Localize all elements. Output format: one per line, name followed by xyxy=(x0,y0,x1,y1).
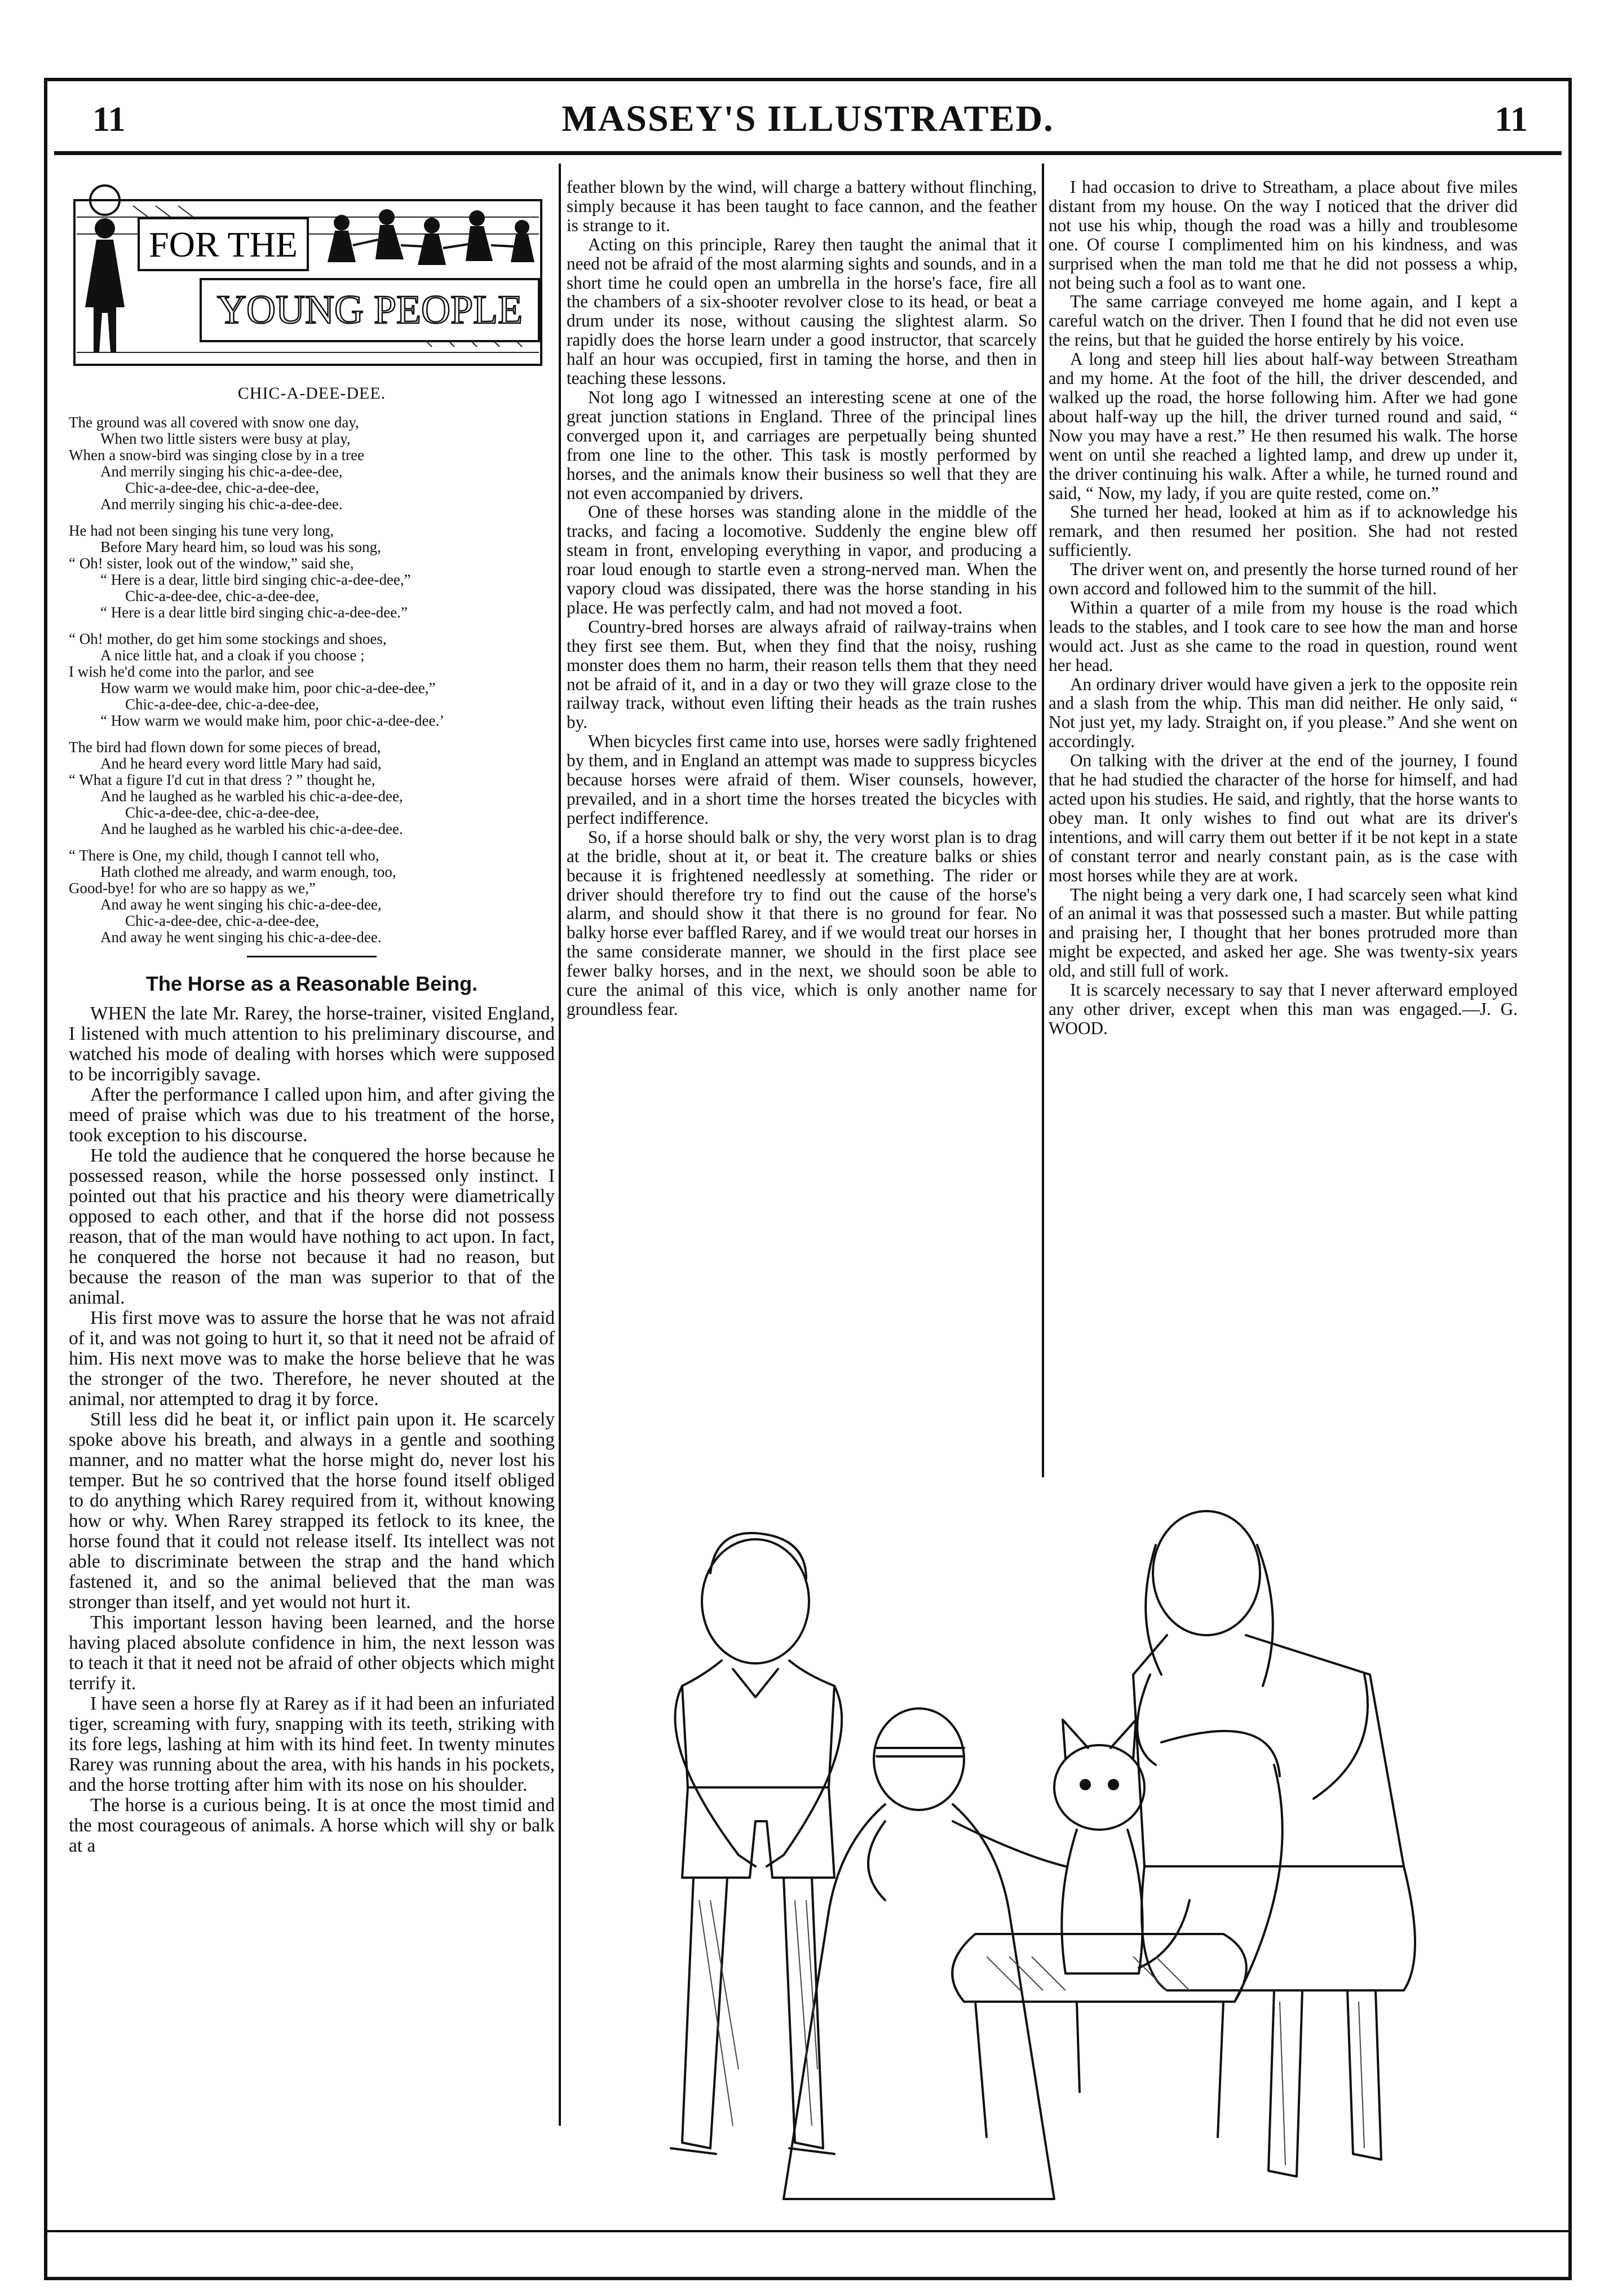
poem-line: Good-bye! for who are so happy as we,” xyxy=(69,879,316,897)
poem-stanza xyxy=(69,847,555,946)
paragraph: His first move was to assure the horse that he was not afraid of it, and was not going to hurt it, so that it need not be afraid of him. His next move was to make the horse believe that he was the stronger of the two. Therefore, he never shouted at the animal, nor attempted to drag it by force. xyxy=(69,1307,555,1410)
poem-stanza xyxy=(69,414,555,513)
poem-stanza xyxy=(69,739,555,837)
poem-line: How warm we would make him, poor chic-a-dee-dee,” xyxy=(100,679,436,696)
poem-line: Chic-a-dee-dee, chic-a-dee-dee, xyxy=(125,803,319,821)
article-body-col1 xyxy=(69,1004,555,1856)
poem-stanza xyxy=(69,523,555,621)
column-rule-1 xyxy=(559,164,561,2126)
poem-line: “ There is One, my child, though I cannot tell who, xyxy=(69,846,379,864)
standing-girl-figure-icon xyxy=(1133,1511,1415,2176)
header-rule xyxy=(54,151,1562,155)
paragraph: This important lesson having been learned, and the horse having placed absolute confidence in him, the next lesson was to teach it that it need not be afraid of other objects which might terrify it. xyxy=(69,1611,555,1694)
poem-line: “ Here is a dear little bird singing chic-a-dee-dee.” xyxy=(100,603,408,621)
paragraph: WHEN the late Mr. Rarey, the horse-trainer, visited England, I listened with much attention to his preliminary discourse, and watched his mode of dealing with horses which were supposed to be incorrigibly savage. xyxy=(69,1003,555,1085)
paragraph: Still less did he beat it, or inflict pain upon it. He scarcely spoke above his breath, and always in a gentle and soothing manner, and no matter what the horse might do, never lost his temper. But he so contrived that the horse found itself obliged to do anything which Rarey required from it, without knowing how or why. When Rarey strapped its fetlock to its knee, the horse found that it could not release itself. Its intellect was not able to discriminate between the strap and the hand which fastened it, and so the animal believed that the man was stronger than itself, and yet would not hurt it. xyxy=(69,1408,555,1613)
poem-line: I wish he'd come into the parlor, and see xyxy=(69,663,314,680)
paragraph: Acting on this principle, Rarey then taught the animal that it need not be afraid of the most alarming sights and sounds, and in a short time he could open an umbrella in the horse's face, fire all the chambers of a six-shooter revolver close to its head, or beat a drum under its nose, without causing the slightest alarm. So rapidly does the horse learn under a good instructor, that scarcely half an hour was occupied, first in taming the horse, and then in teaching these lessons. xyxy=(567,234,1037,388)
banner-line1: FOR THE xyxy=(149,224,298,264)
poem-title: CHIC-A-DEE-DEE. xyxy=(237,384,386,403)
poem-line: “ Oh! sister, look out of the window,” said she, xyxy=(69,554,354,572)
child-figure-icon xyxy=(85,186,125,352)
paragraph: An ordinary driver would have given a jerk to the opposite rein and a slash from the whip. This man did neither. He only said, “ Not just yet, my lady. Straight on, if you please.” And she went on accordingly. xyxy=(1049,674,1518,752)
poem-line: Chic-a-dee-dee, chic-a-dee-dee, xyxy=(125,479,319,496)
paragraph: I have seen a horse fly at Rarey as if it had been an infuriated tiger, screaming with fury, snapping with its teeth, striking with its fore legs, lashing at him with its hind feet. In twenty minutes Rarey was running about the area, with his hands in his pockets, and the horse trotting after him with its nose on his shoulder. xyxy=(69,1693,555,1795)
paragraph: She turned her head, looked at him as if to acknowledge his remark, and then resumed her position. She had not rested sufficiently. xyxy=(1049,502,1518,560)
column-rule-2 xyxy=(1042,164,1044,1477)
poem-line: When a snow-bird was singing close by in a tree xyxy=(69,446,365,463)
page-number-left: 11 xyxy=(92,100,126,139)
poem-line: “ Here is a dear, little bird singing chic-a-dee-dee,” xyxy=(100,571,411,588)
kitten-icon xyxy=(1054,1720,1190,1973)
paragraph: Not long ago I witnessed an interesting scene at one of the great junction stations in England. Three of the principal lines converged upon it, and carriages are perpetually being shunted from one line to the other. This task is mostly performed by horses, and the animals know their business so well that they are not even accompanied by drivers. xyxy=(567,387,1037,503)
poem-line: Chic-a-dee-dee, chic-a-dee-dee, xyxy=(125,912,319,929)
paragraph: One of these horses was standing alone in the middle of the tracks, and facing a locomotive. Suddenly the engine blew off steam in front, enveloping everything in vapor, and producing a roar loud enough to startle even a strong-nerved man. When the vapory cloud was dissipated, there was the horse standing in his place. He was perfectly calm, and had not moved a foot. xyxy=(567,502,1037,617)
poem-line: And he heard every word little Mary had said, xyxy=(100,754,382,772)
paragraph: The night being a very dark one, I had scarcely seen what kind of an animal it was that possessed such a master. But while patting and praising her, I thought that her bones protruded more than might be expected, and asked her age. She was twenty-six years old, and still full of work. xyxy=(1049,884,1518,981)
paragraph: It is scarcely necessary to say that I never afterward employed any other driver, except when this man was engaged.—J. G. WOOD. xyxy=(1049,980,1518,1038)
poem-stanza xyxy=(69,631,555,729)
section-rule xyxy=(247,956,377,957)
paragraph: So, if a horse should balk or shy, the very worst plan is to drag at the bridle, shout at it, or beat it. The creature balks or shies because it is frightened needlessly at something. The rider or driver should therefore try to find out the cause of the horse's alarm, and should show it that there is no ground for fear. No balky horse ever baffled Rarey, and if we would treat our horses in the same considerate manner, we should in the first place see fewer balky horses, and in the next, we should soon be able to cure the animal of this vice, which is only another name for groundless fear. xyxy=(567,827,1037,1019)
children-with-kitten-illustration xyxy=(569,1505,1522,2213)
poem-line: Hath clothed me already, and warm enough, too, xyxy=(100,863,396,880)
poem-body xyxy=(69,414,555,946)
poem-line: A nice little hat, and a cloak if you choose ; xyxy=(100,646,365,664)
paragraph: The driver went on, and presently the horse turned round of her own accord and followed him to the summit of the hill. xyxy=(1049,559,1518,599)
poem-line: “ How warm we would make him, poor chic-a-dee-dee.’ xyxy=(100,712,445,729)
paragraph: A long and steep hill lies about half-way between Streatham and my home. At the foot of the hill, the driver descended, and walked up the road, the horse following him. After we had gone about half-way up the hill, the driver turned round and said, “ Now you may have a rest.” He then resumed his walk. The horse went on until she reached a lighted lamp, and drew up under it, the driver continuing his walk. After a while, he turned round and said, “ Now, my lady, if you are quite rested, come on.” xyxy=(1049,349,1518,503)
banner-line2: YOUNG PEOPLE xyxy=(216,287,523,332)
paragraph: After the performance I called upon him, and after giving the meed of praise which was due to his treatment of the horse, took exception to his discourse. xyxy=(69,1084,555,1146)
poem-line: He had not been singing his tune very long, xyxy=(69,522,334,539)
poem-line: And away he went singing his chic-a-dee-dee, xyxy=(100,895,382,913)
masthead xyxy=(47,87,1568,155)
poem-line: Chic-a-dee-dee, chic-a-dee-dee, xyxy=(125,695,319,713)
column-3 xyxy=(1049,178,1518,1038)
article-title: The Horse as a Reasonable Being. xyxy=(145,972,478,995)
illustration-shading xyxy=(699,1900,1364,2165)
page-number-right: 11 xyxy=(1495,100,1528,139)
paragraph: Within a quarter of a mile from my house is the road which leads to the stables, and I took care to see how the man and horse would act. Just as she came to the road in question, round went her head. xyxy=(1049,597,1518,675)
paragraph: Country-bred horses are always afraid of railway-trains when they first see them. But, when they find that the noisy, rushing monster does them no harm, their reason tells them that they need not be afraid of it, and in a day or two they will graze close to the railway track, without even lifting their heads as the train rushes by. xyxy=(567,616,1037,732)
paragraph: The horse is a curious being. It is at once the most timid and the most courageous of animals. A horse which will shy or balk at a xyxy=(69,1794,555,1856)
publication-title: MASSEY'S ILLUSTRATED. xyxy=(562,98,1054,139)
paragraph: feather blown by the wind, will charge a battery without flinching, simply because it has been taught to face cannon, and the feather is strange to it. xyxy=(567,177,1037,235)
poem-line: And away he went singing his chic-a-dee-dee. xyxy=(100,928,382,946)
poem-line: Before Mary heard him, so loud was his song, xyxy=(100,538,381,555)
young-people-banner xyxy=(71,183,545,369)
paragraph: When bicycles first came into use, horses were sadly frightened by them, and in England an attempt was made to suppress bicycles because horses were afraid of them. Wiser counsels, however, prevailed, and in a short time the horses treated the bicycles with perfect indifference. xyxy=(567,731,1037,828)
poem-line: Chic-a-dee-dee, chic-a-dee-dee, xyxy=(125,587,319,604)
poem-line: When two little sisters were busy at play, xyxy=(100,430,351,447)
poem-line: “ Oh! mother, do get him some stockings and shoes, xyxy=(69,630,387,647)
column-2 xyxy=(567,178,1037,1019)
footer-rule xyxy=(47,2230,1568,2232)
poem-line: And he laughed as he warbled his chic-a-dee-dee. xyxy=(100,820,403,837)
poem-line: And merrily singing his chic-a-dee-dee. xyxy=(100,495,343,513)
paragraph: On talking with the driver at the end of the journey, I found that he had studied the character of the horse for himself, and had acted upon his studies. He said, and rightly, that the horse wants to obey man. It only wishes to find out what are its driver's intentions, and will carry them out better if it be not kept in a state of constant terror and nearly constant pain, as is the case with most horses while they are at work. xyxy=(1049,750,1518,885)
poem-line: The ground was all covered with snow one day, xyxy=(69,413,359,431)
poem-line: And he laughed as he warbled his chic-a-dee-dee, xyxy=(100,787,403,805)
column-1 xyxy=(69,178,555,1856)
paragraph: I had occasion to drive to Streatham, a place about five miles distant from my house. On the way I noticed that the driver did not use his whip, though the road was a hilly and troublesome one. Of course I complimented him on his kindness, and was surprised when the man told me that he did not possess a whip, not being such a fool as to want one. xyxy=(1049,177,1518,293)
poem-line: The bird had flown down for some pieces of bread, xyxy=(69,738,381,756)
chair-icon xyxy=(952,1731,1283,2137)
paragraph: He told the audience that he conquered the horse because he possessed reason, while the horse possessed only instinct. I pointed out that his practice and his theory were diametrically opposed to each other, and that if the horse did not possess reason, that of the man would have nothing to act upon. In fact, he conquered the horse not because it had no reason, but because the reason of the man was superior to that of the animal. xyxy=(69,1145,555,1308)
poem-line: “ What a figure I'd cut in that dress ? ” thought he, xyxy=(69,771,375,788)
boy-figure-icon xyxy=(671,1533,842,2154)
poem-line: And merrily singing his chic-a-dee-dee, xyxy=(100,462,343,480)
paragraph: The same carriage conveyed me home again, and I kept a careful watch on the driver. Then I found that he did not even use the reins, but that he guided the horse entirely by his voice. xyxy=(1049,292,1518,350)
